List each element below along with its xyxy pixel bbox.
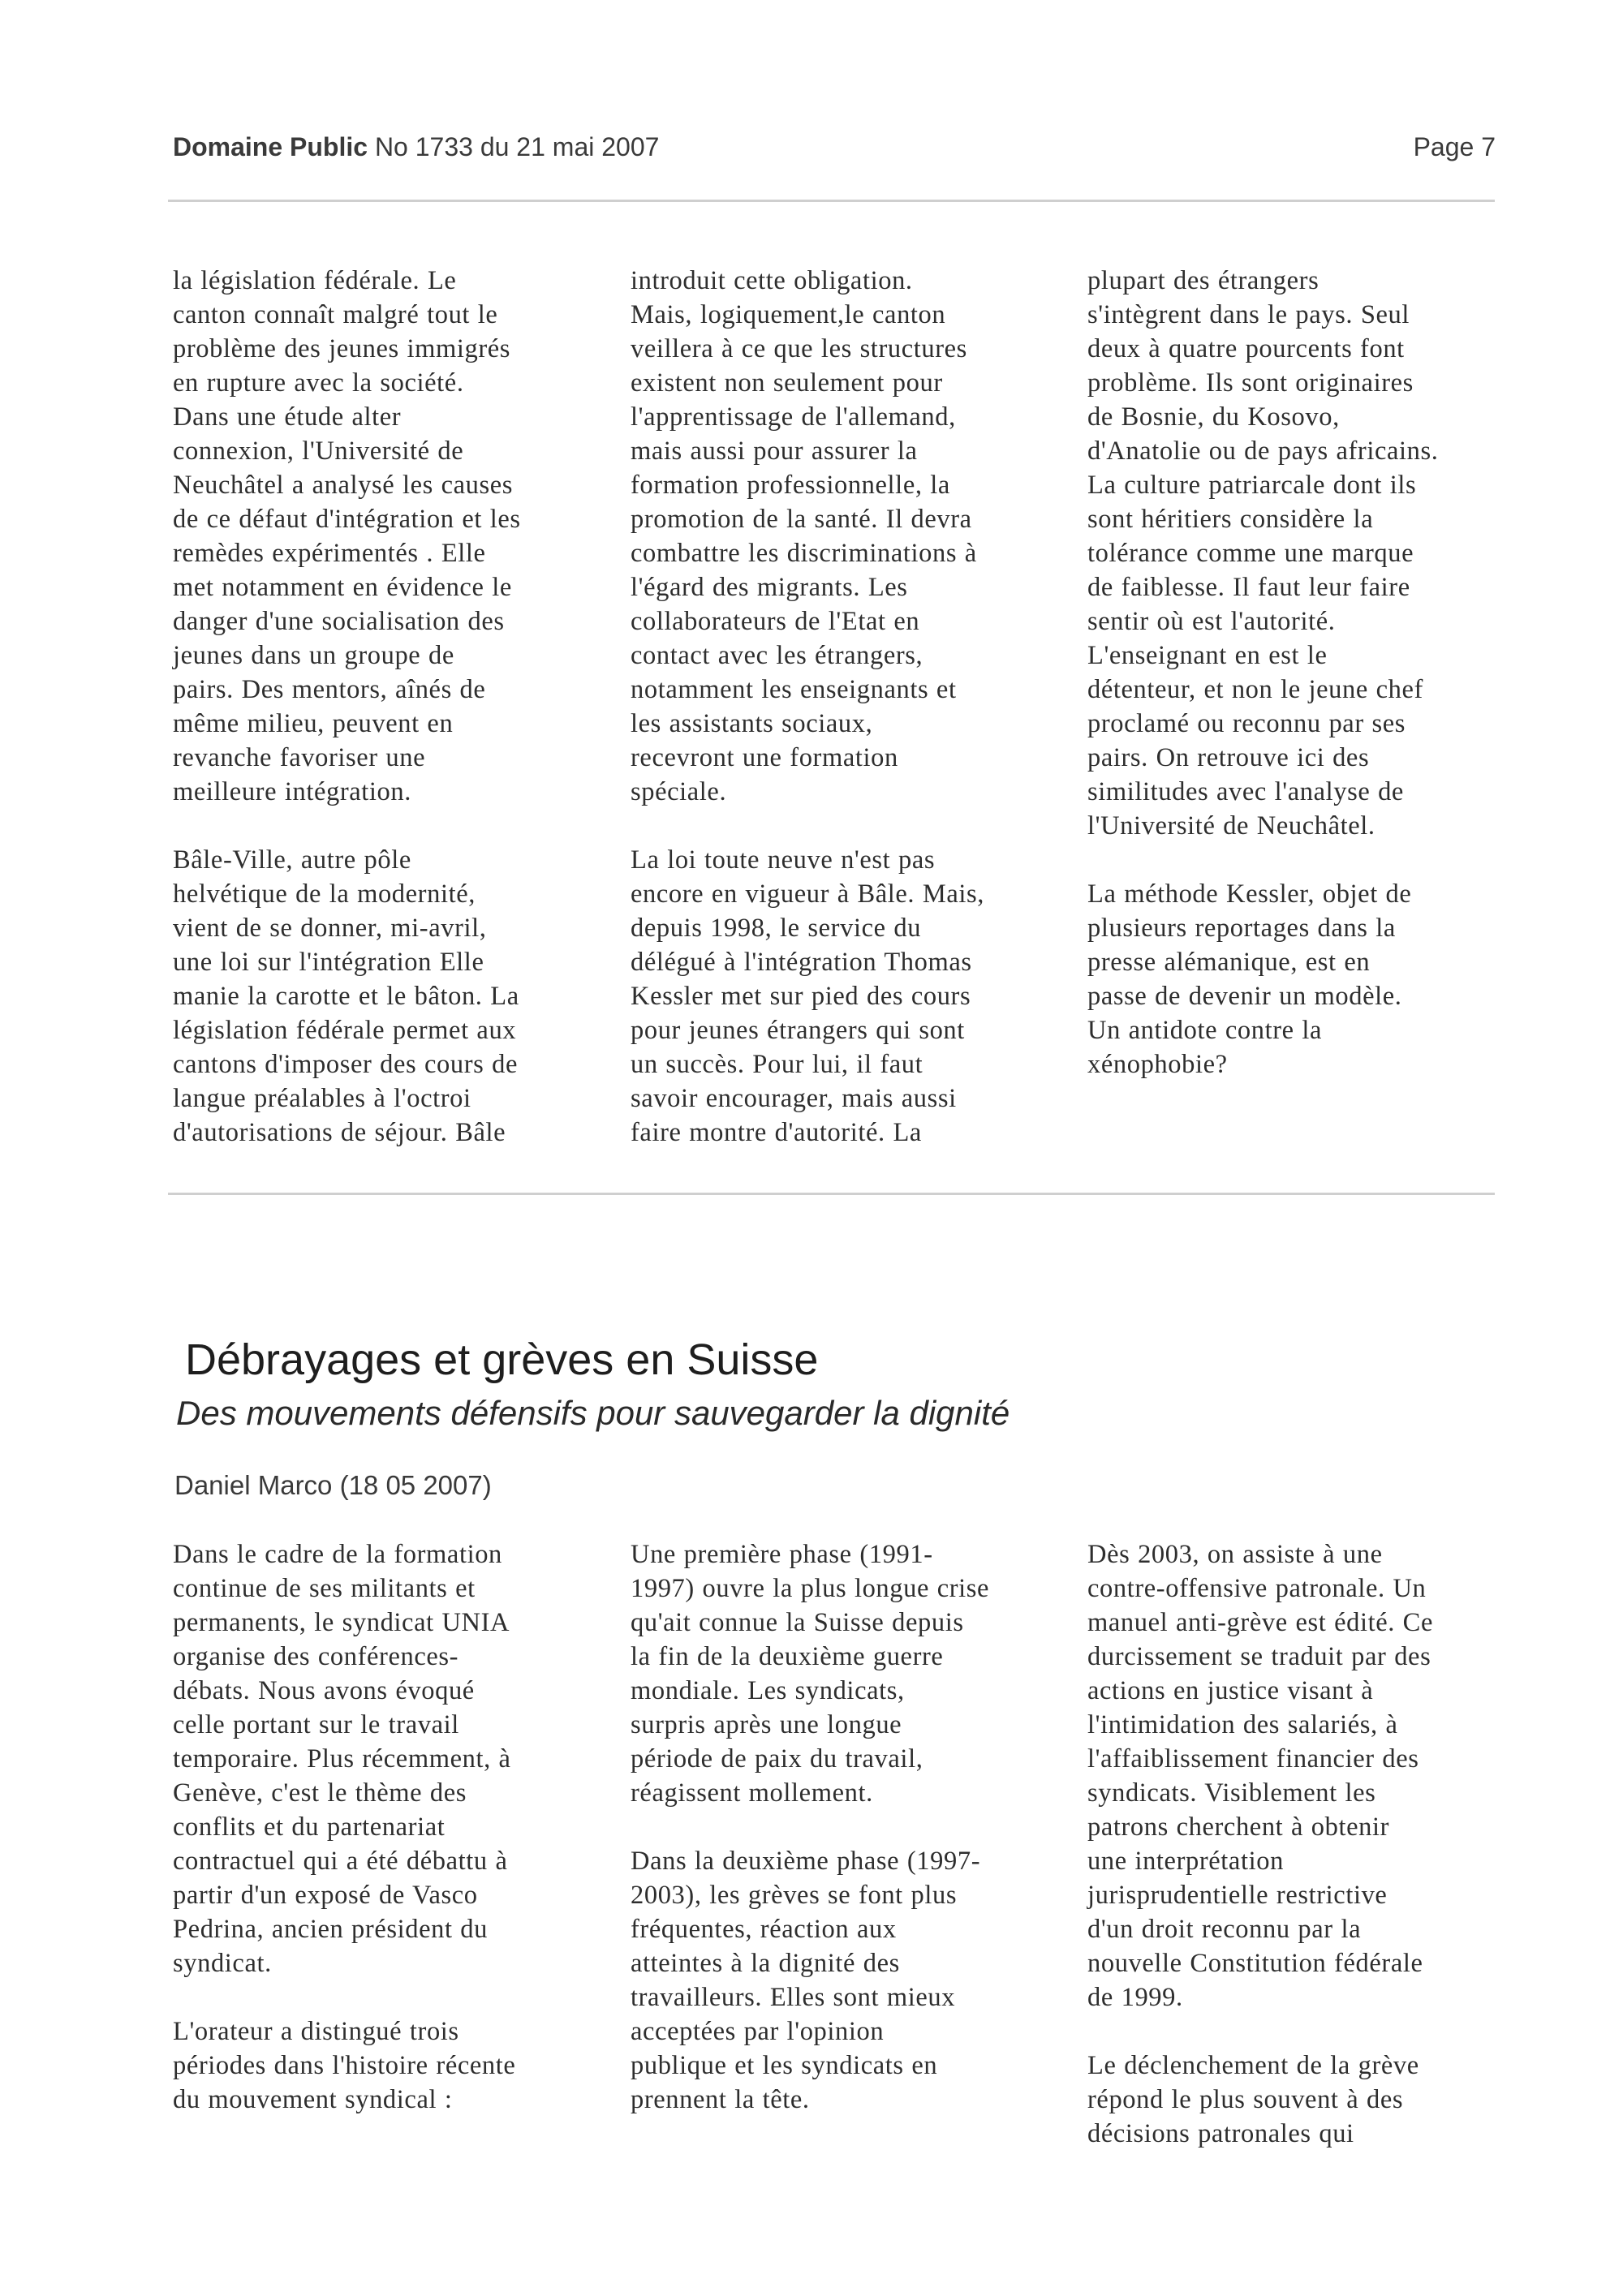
article2-column-3 (1087, 1537, 1509, 2151)
paragraph: Dès 2003, on assiste à une contre-offensive patronale. Un manuel anti-grève est édité. Ce durcissement se traduit par des actions en justice visant à l'intimidation des salariés, à l'affaiblissement financier des syndicats. Visiblement les patrons cherchent à obtenir une interprétation jurisprudentielle restrictive d'un droit reconnu par la nouvelle Constitution fédérale de 1999. (1087, 1540, 1433, 2012)
paragraph: Une première phase (1991- 1997) ouvre la plus longue crise qu'ait connue la Suisse depuis la fin de la deuxième guerre mondiale. Les syndicats, surpris après une longue période de paix du travail, réagissent mollement. (631, 1540, 990, 1808)
article-divider (168, 1193, 1495, 1195)
publication-name: Domaine Public (173, 132, 368, 161)
paragraph: la législation fédérale. Le canton connaît malgré tout le problème des jeunes immigrés en rupture avec la société. Dans une étude alter connexion, l'Université de Neuchâtel a analysé les causes de ce défaut d'intégration et les remèdes expérimentés . Elle met notamment en évidence le danger d'une socialisation des jeunes dans un groupe de pairs. Des mentors, aînés de même milieu, peuvent en revanche favoriser une meilleure intégration. (173, 266, 521, 806)
paragraph: L'orateur a distingué trois périodes dans l'histoire récente du mouvement syndical : (173, 2017, 516, 2114)
paragraph: introduit cette obligation. Mais, logiquement,le canton veillera à ce que les structures existent non seulement pour l'apprentissage de l'allemand, mais aussi pour assurer la formation professionnelle, la promotion de la santé. Il devra combattre les discriminations à l'égard des migrants. Les collaborateurs de l'Etat en contact avec les étrangers, notamment les enseignants et les assistants sociaux, recevront une formation spéciale. (631, 266, 977, 806)
paragraph: La loi toute neuve n'est pas encore en vigueur à Bâle. Mais, depuis 1998, le service du délégué à l'intégration Thomas Kessler met sur pied des cours pour jeunes étrangers qui sont un succès. Pour lui, il faut savoir encourager, mais aussi faire montre d'autorité. La (631, 845, 985, 1147)
article-subtitle: Des mouvements défensifs pour sauvegarder la dignité (176, 1394, 1010, 1432)
page-header (173, 132, 1496, 173)
article1-column-2 (631, 264, 1053, 1150)
paragraph: La méthode Kessler, objet de plusieurs reportages dans la presse alémanique, est en passe de devenir un modèle. Un antidote contre la xénophobie? (1087, 879, 1412, 1079)
paragraph: Dans la deuxième phase (1997- 2003), les grèves se font plus fréquentes, réaction aux atteintes à la dignité des travailleurs. Elles sont mieux acceptées par l'opinion publique et les syndicats en prennent la tête. (631, 1847, 981, 2114)
article-byline: Daniel Marco (18 05 2007) (174, 1470, 492, 1500)
header-divider (168, 200, 1495, 202)
paragraph: Dans le cadre de la formation continue de ses militants et permanents, le syndicat UNIA organise des conférences- débats. Nous avons évoqué celle portant sur le travail temporaire. Plus récemment, à Genève, c'est le thème des conflits et du partenariat contractuel qui a été débattu à partir d'un exposé de Vasco Pedrina, ancien président du syndicat. (173, 1540, 511, 1978)
article-title: Débrayages et grèves en Suisse (185, 1335, 819, 1384)
article1-column-3 (1087, 264, 1509, 1081)
paragraph: Le déclenchement de la grève répond le plus souvent à des décisions patronales qui (1087, 2051, 1419, 2148)
paragraph: Bâle-Ville, autre pôle helvétique de la modernité, vient de se donner, mi-avril, une loi sur l'intégration Elle manie la carotte et le bâton. La législation fédérale permet aux cantons d'imposer des cours de langue préalables à l'octroi d'autorisations de séjour. Bâle (173, 845, 519, 1147)
article2-column-2 (631, 1537, 1053, 2117)
issue-info: No 1733 du 21 mai 2007 (374, 132, 660, 161)
page-number: Page 7 (1413, 132, 1496, 161)
article2-column-1 (173, 1537, 595, 2117)
paragraph: plupart des étrangers s'intègrent dans le pays. Seul deux à quatre pourcents font problème. Ils sont originaires de Bosnie, du Kosovo, d'Anatolie ou de pays africains. La culture patriarcale dont ils sont héritiers considère la tolérance comme une marque de faiblesse. Il faut leur faire sentir où est l'autorité. L'enseignant en est le détenteur, et non le jeune chef proclamé ou reconnu par ses pairs. On retrouve ici des similitudes avec l'analyse de l'Université de Neuchâtel. (1087, 266, 1439, 841)
article1-column-1 (173, 264, 595, 1150)
